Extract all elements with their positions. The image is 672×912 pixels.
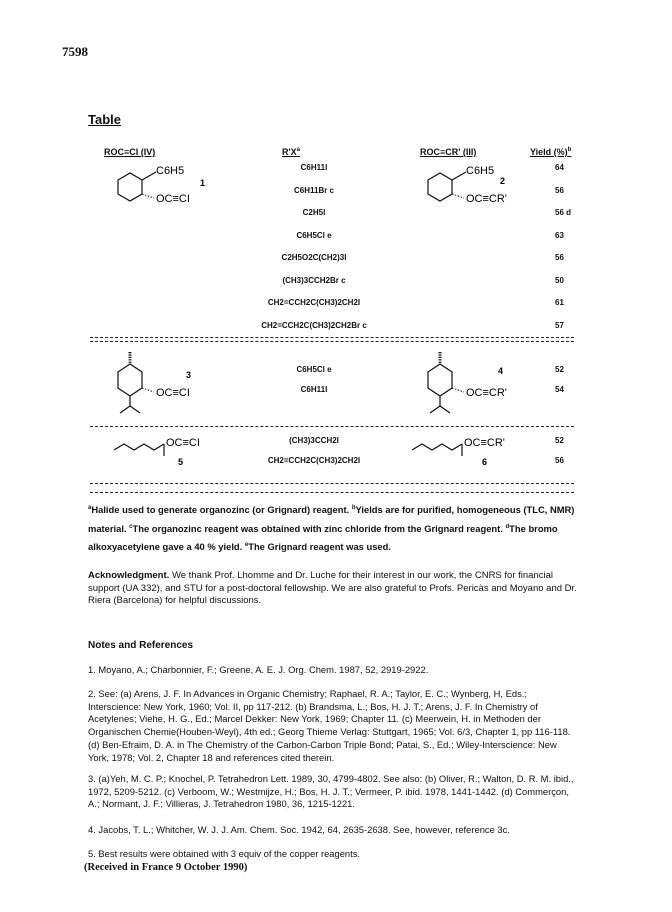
yield-cell: 63 bbox=[555, 230, 564, 240]
footnote-c: The organozinc reagent was obtained with zinc chloride from the Grignard reagent. bbox=[132, 522, 503, 534]
m3-label: 3 bbox=[186, 370, 192, 380]
col-header-yield: Yield (%)$^b$ bbox=[530, 147, 572, 157]
acknowledgment bbox=[88, 570, 580, 608]
table-title: Table bbox=[88, 112, 121, 127]
table-footnotes: $^a$Halide used to generate organozinc (or Grignard) reagent. $^b$Yields are for purified, homogeneous (TLC, NMR) material. $^c$The organozinc reagent was obtained with zinc chloride from the Grignard reagent. $^d$The bromo alkoxyacetylene gave a 40 % yield. $^e$The Grignard reagent was used. bbox=[88, 504, 575, 553]
structure-4 bbox=[410, 350, 550, 425]
m6-group: OC≡CR' bbox=[464, 437, 505, 449]
divider bbox=[90, 492, 574, 493]
halide-cell: CH2=CCH2C(CH3)2CH2I bbox=[267, 298, 361, 307]
reference-1: 1. Moyano, A.; Charbonnier, F.; Greene, A. E. J. Org. Chem. 1987, 52, 2919-2922. bbox=[88, 664, 429, 675]
yield-cell: 61 bbox=[555, 298, 564, 307]
acknowledgment-heading: Acknowledgment. bbox=[88, 570, 170, 581]
col-header-iodoalkyne: ROC≡CI (IV) bbox=[104, 147, 156, 157]
m4-group: OC≡CR' bbox=[466, 387, 507, 399]
m4-label: 4 bbox=[498, 366, 504, 376]
m6-label: 6 bbox=[482, 457, 488, 467]
divider bbox=[90, 337, 574, 338]
footnote-b: Yields are for purified, homogeneous (TLC, NMR) material. bbox=[88, 504, 575, 534]
halide-cell: C2H5I bbox=[302, 208, 326, 217]
halide-cell: C6H5Cl e bbox=[296, 365, 332, 374]
page-number: 7598 bbox=[62, 44, 88, 59]
yield-cell: 50 bbox=[555, 275, 564, 285]
reference-5: 5. Best results were obtained with 3 equiv of the copper reagents. bbox=[88, 848, 361, 859]
halide-cell: C6H11Br c bbox=[293, 185, 335, 195]
halide-cell: C6H5Cl e bbox=[296, 230, 332, 240]
structure-1 bbox=[100, 160, 220, 220]
halide-cell: CH2=CCH2C(CH3)2CH2I bbox=[267, 456, 361, 465]
footnote-d: The bromo alkoxyacetylene gave a 40 % yield. bbox=[88, 522, 558, 553]
notes-heading: Notes and References bbox=[88, 640, 194, 651]
m2-label: 2 bbox=[500, 176, 506, 186]
m3-group: OC≡CI bbox=[156, 387, 190, 399]
col-header-halide: $R'X^a$ bbox=[282, 147, 300, 157]
m1-label: 1 bbox=[200, 178, 206, 188]
footnote-e: The Grignard reagent was used. bbox=[248, 541, 391, 553]
yield-cell: 56 bbox=[555, 456, 564, 465]
m2-top: C6H5 bbox=[466, 165, 495, 177]
yield-cell: 52 bbox=[555, 365, 564, 374]
yield-cell: 56 d bbox=[555, 208, 572, 217]
halide-cell: C2H5O2C(CH2)3I bbox=[281, 253, 347, 262]
m1-group: OC≡CI bbox=[156, 193, 190, 205]
structure-5 bbox=[112, 432, 232, 477]
structure-6 bbox=[410, 432, 550, 477]
m1-top: C6H5 bbox=[156, 165, 185, 177]
divider bbox=[90, 483, 574, 484]
m2-group: OC≡CR' bbox=[466, 193, 507, 205]
yield-cell: 57 bbox=[555, 320, 564, 330]
yield-cell: 56 bbox=[555, 253, 564, 262]
col-header-product: ROC≡CR' (III) bbox=[420, 147, 477, 157]
footnote-a: Halide used to generate organozinc (or Grignard) reagent. bbox=[91, 504, 350, 516]
divider bbox=[90, 341, 574, 342]
structure-2 bbox=[410, 160, 550, 220]
yield-cell: 64 bbox=[555, 163, 564, 172]
reference-2: 2. See: (a) Arens, J. F. In Advances in Organic Chemistry; Raphael, R. A.; Taylor, E. C.; Wynberg, H, Eds.; Interscience: New York, 1960; Vol. II, pp 117-212. (b) Brandsma, L.; Bos, H. J. T.; Arens, J. F. In Chemistry of Acetylenes; Viehe, H. G., Ed.; Marcel Dekker: New York, 1969; Chapter 11. (c) Meerwein, H. in Methoden der Organischen Chemie(Houben-Weyl), 4th ed.; Georg Thieme Verlag: Stuttgart, 1965; Vol. 6/3, Chapter 1, pp 116-118. (d) Ben-Efraim, D. A. in The Chemistry of the Carbon-Carbon Triple Bond; Patai, S., Ed.; Wiley-Interscience: New York, 1978; Vol. 2, Chapter 18 and references cited therein. bbox=[88, 688, 571, 763]
yield-cell: 52 bbox=[555, 436, 564, 445]
yield-cell: 54 bbox=[555, 385, 564, 394]
m5-group: OC≡CI bbox=[166, 437, 200, 449]
halide-cell: C6H11I bbox=[300, 163, 328, 172]
halide-cell: (CH3)3CCH2Br c bbox=[282, 275, 346, 285]
halide-cell: CH2=CCH2C(CH3)2CH2Br c bbox=[261, 320, 367, 330]
halide-cell: (CH3)3CCH2I bbox=[289, 436, 339, 445]
reference-4: 4. Jacobs, T. L.; Whitcher, W. J. J. Am. Chem. Soc. 1942, 64, 2635-2638. See, however, reference 3c. bbox=[88, 824, 510, 835]
halide-cell: C6H11I bbox=[300, 385, 328, 394]
m5-label: 5 bbox=[178, 457, 184, 467]
structure-3 bbox=[100, 350, 230, 425]
yield-cell: 56 bbox=[555, 185, 564, 195]
reference-3: 3. (a)Yeh, M. C. P.; Knochel, P. Tetrahedron Lett. 1989, 30, 4799-4802. See also: (b) Oliver, R.; Walton, D. R. M. ibid., 1972, 5209-5212. (c) Verboom, W.; Westmijze, H.; Bos, H. J. T.; Vermeer, P. ibid. 1978, 1441-1442. (d) Commerçon, A.; Normant, J. F.; Villieras, J. Tetrahedron 1980, 36, 1215-1221. bbox=[88, 773, 574, 810]
received-date: (Received in France 9 October 1990) bbox=[84, 862, 248, 873]
acknowledgment-text: We thank Prof. Lhomme and Dr. Luche for their interest in our work, the CNRS for financial support (UA 332), and STU for a post-doctoral fellowship. We are also grateful to Profs. Pericàs and Moyano and Dr. Riera (Barcelona) for helpful discussions. bbox=[88, 570, 577, 606]
divider bbox=[90, 426, 574, 427]
